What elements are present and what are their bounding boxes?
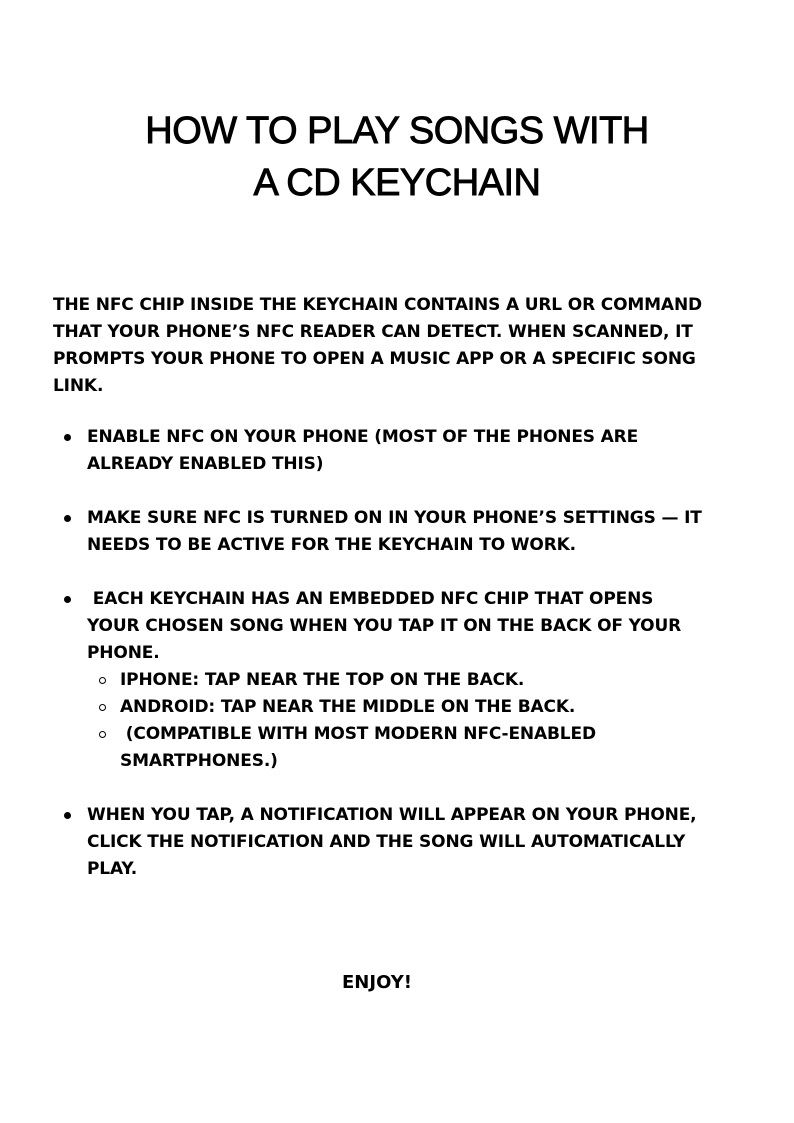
step-line: CLICK THE NOTIFICATION AND THE SONG WILL AUTOMATICALLY bbox=[87, 832, 686, 852]
tip-compatibility bbox=[87, 721, 743, 775]
intro-line: THAT YOUR PHONE’S NFC READER CAN DETECT. WHEN SCANNED, IT bbox=[53, 322, 693, 342]
page-title bbox=[0, 105, 794, 209]
step-line: YOUR CHOSEN SONG WHEN YOU TAP IT ON THE BACK OF YOUR bbox=[87, 616, 682, 636]
closing-text: ENJOY! bbox=[342, 972, 412, 993]
steps-list bbox=[53, 424, 743, 883]
intro-line: PROMPTS YOUR PHONE TO OPEN A MUSIC APP OR A SPECIFIC SONG bbox=[53, 349, 696, 369]
bullet-dot-icon bbox=[64, 596, 71, 603]
step-line: ENABLE NFC ON YOUR PHONE (MOST OF THE PHONES ARE bbox=[87, 427, 639, 447]
tap-locations-list bbox=[87, 667, 743, 775]
title-line-1: HOW TO PLAY SONGS WITH bbox=[145, 110, 649, 153]
step-line: EACH KEYCHAIN HAS AN EMBEDDED NFC CHIP THAT OPENS bbox=[87, 589, 654, 609]
step-line: ALREADY ENABLED THIS) bbox=[87, 454, 324, 474]
tip-line: IPHONE: TAP NEAR THE TOP ON THE BACK. bbox=[120, 670, 525, 690]
step-open-notification bbox=[53, 802, 743, 883]
step-line: WHEN YOU TAP, A NOTIFICATION WILL APPEAR ON YOUR PHONE, bbox=[87, 805, 697, 825]
tip-android bbox=[87, 694, 743, 721]
bullet-dot-icon bbox=[64, 515, 71, 522]
intro-line: THE NFC CHIP INSIDE THE KEYCHAIN CONTAINS A URL OR COMMAND bbox=[53, 295, 702, 315]
title-line-2: A CD KEYCHAIN bbox=[253, 162, 541, 205]
step-enable-nfc bbox=[53, 424, 743, 478]
instructions-body bbox=[53, 292, 743, 910]
step-line: MAKE SURE NFC IS TURNED ON IN YOUR PHONE’S SETTINGS — IT bbox=[87, 508, 702, 528]
step-check-settings bbox=[53, 505, 743, 559]
step-tap-keychain bbox=[53, 586, 743, 775]
tip-line: SMARTPHONES.) bbox=[120, 751, 278, 771]
tip-iphone bbox=[87, 667, 743, 694]
step-line: NEEDS TO BE ACTIVE FOR THE KEYCHAIN TO WORK. bbox=[87, 535, 576, 555]
step-line: PHONE. bbox=[87, 643, 160, 663]
tip-line: (COMPATIBLE WITH MOST MODERN NFC-ENABLED bbox=[120, 724, 596, 744]
step-line: PLAY. bbox=[87, 859, 138, 879]
intro-paragraph bbox=[53, 292, 743, 400]
tip-line: ANDROID: TAP NEAR THE MIDDLE ON THE BACK. bbox=[120, 697, 576, 717]
bullet-dot-icon bbox=[64, 812, 71, 819]
intro-line: LINK. bbox=[53, 376, 104, 396]
sub-bullet-circle-icon bbox=[99, 677, 106, 684]
sub-bullet-circle-icon bbox=[99, 704, 106, 711]
bullet-dot-icon bbox=[64, 434, 71, 441]
sub-bullet-circle-icon bbox=[99, 731, 106, 738]
